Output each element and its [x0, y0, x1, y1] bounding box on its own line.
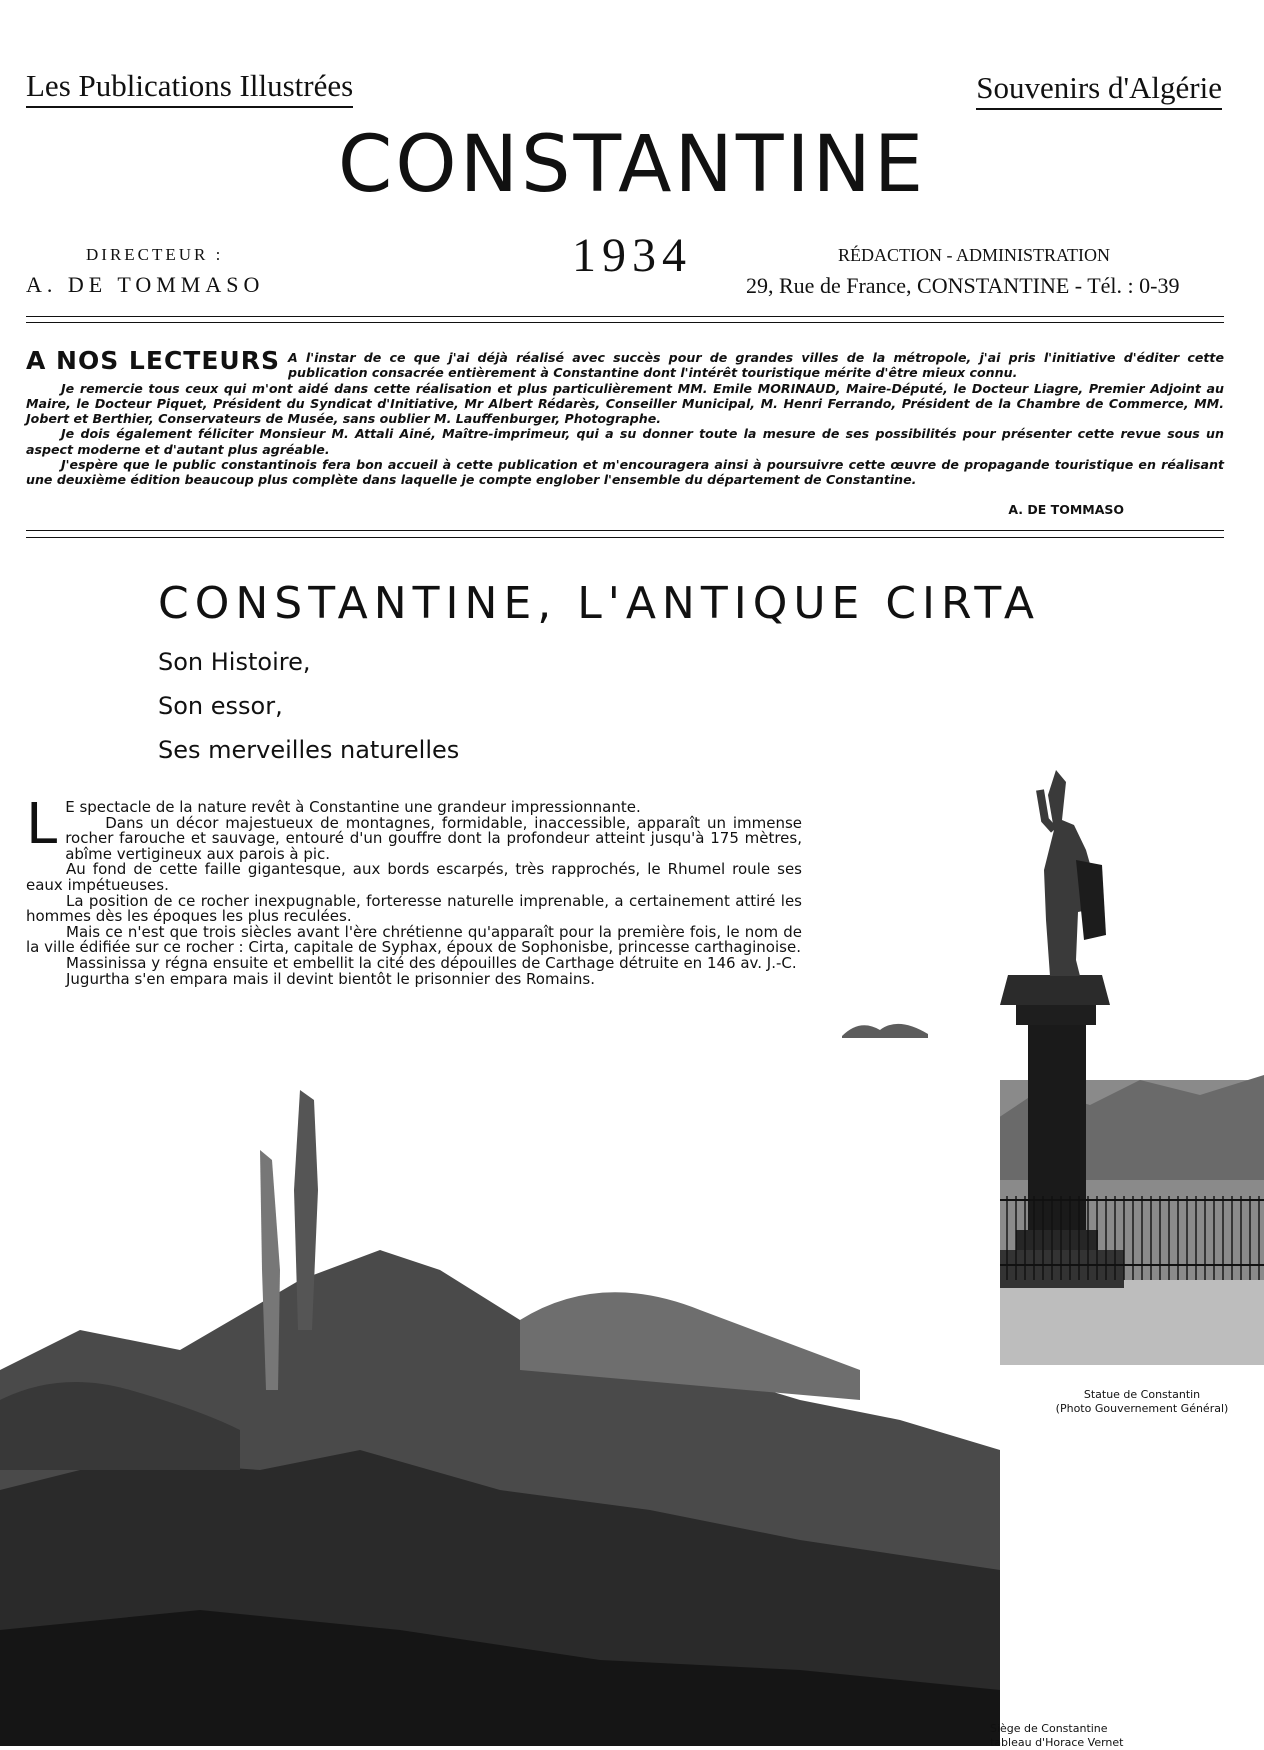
lecteurs-paragraph: J'espère que le public constantinois fera bon accueil à cette publication et m'encouragera ainsi à poursuivre cette œuvre de propagande touristique en réalisant une deuxième édition beaucoup plus complète dans laquelle je compte englober l'ensemble du département de Constantine. [26, 457, 1224, 488]
redaction-label: RÉDACTION - ADMINISTRATION [838, 245, 1110, 265]
masthead-title: CONSTANTINE [337, 120, 927, 210]
publisher-name: Les Publications Illustrées [26, 68, 353, 108]
statue-caption-title: Statue de Constantin [1083, 1388, 1201, 1401]
lecteurs-paragraph: Je dois également féliciter Monsieur M. Attali Ainé, Maître-imprimeur, qui a su donner toute la mesure de ses possibilités pour présenter cette revue sous un aspect moderne et d'autant plus agréable. [26, 426, 1224, 457]
lecteurs-paragraph: A l'instar de ce que j'ai déjà réalisé avec succès pour de grandes villes de la métropole, j'ai pris l'initiative d'éditer cette publication consacrée entièrement à Constantine dont l'intérêt touristique mérite d'être mieux connu. [288, 350, 1224, 381]
header-divider-top [26, 316, 1224, 317]
article-subtitle: Ses merveilles naturelles [158, 736, 460, 764]
article-paragraph: Massinissa y régna ensuite et embellit la cité des dépouilles de Carthage détruite en 146 av. J.-C. [66, 953, 797, 972]
article-paragraph: Au fond de cette faille gigantesque, aux bords escarpés, très rapprochés, le Rhumel roule ses eaux impétueuses. [26, 860, 802, 894]
drop-cap: L [26, 792, 58, 857]
lecteurs-heading-space [26, 350, 288, 378]
article-subtitle: Son essor, [158, 692, 283, 720]
redaction-address: 29, Rue de France, CONSTANTINE - Tél. : 0-39 [746, 273, 1180, 298]
section-divider-top [26, 530, 1224, 531]
statue-caption-credit: (Photo Gouvernement Général) [1055, 1402, 1229, 1415]
issue-year: 1934 [572, 229, 692, 282]
article-paragraph: La position de ce rocher inexpugnable, forteresse naturelle imprenable, a certainement attiré les hommes dès les époques les plus reculées. [26, 891, 802, 926]
siege-painting [0, 1070, 1000, 1746]
siege-caption-credit: tableau d'Horace Vernet [990, 1736, 1124, 1749]
series-name: Souvenirs d'Algérie [976, 70, 1222, 110]
article-title: CONSTANTINE, L'ANTIQUE CIRTA [158, 578, 1040, 629]
article-subtitle: Son Histoire, [158, 648, 311, 676]
statue-caption [1020, 1388, 1264, 1416]
article-body [26, 792, 802, 988]
siege-caption-title: Siège de Constantine [990, 1722, 1108, 1735]
section-divider-bottom [26, 537, 1224, 538]
article-paragraph: Dans un décor majestueux de montagnes, formidable, inaccessible, apparaît un immense rocher farouche et sauvage, entouré d'un gouffre dont la profondeur atteint jusqu'à 175 mètres, abîme vertigineux aux parois à pic. [65, 813, 802, 863]
header-divider-bottom [26, 322, 1224, 323]
article-paragraph: Jugurtha s'en empara mais il devint bientôt le prisonnier des Romains. [66, 969, 596, 988]
lecteurs-paragraph: Je remercie tous ceux qui m'ont aidé dans cette réalisation et plus particulièrement MM. Emile MORINAUD, Maire-Député, le Docteur Liagre, Premier Adjoint au Maire, le Docteur Piquet, Président du Syndicat d'Initiative, Mr Albert Rédarès, Conseiller Municipal, M. Henri Ferrando, Président de la Chambre de Commerce, MM. Jobert et Berthier, Conservateurs de Musée, sans oublier M. Lauffenburger, Photographe. [26, 380, 1224, 427]
lecteurs-heading: A NOS LECTEURS [26, 346, 280, 375]
hedge-photo-fragment [840, 1012, 930, 1038]
article-paragraph: Mais ce n'est que trois siècles avant l'ère chrétienne qu'apparaît pour la première fois, le nom de la ville édifiée sur ce rocher : Cirta, capitale de Syphax, époux de Sophonisbe, princesse carthaginoise. [26, 922, 802, 957]
lecteurs-body [26, 350, 1224, 488]
lecteurs-signature: A. DE TOMMASO [1008, 502, 1124, 517]
director-label: DIRECTEUR : [86, 245, 224, 264]
article-lead: E spectacle de la nature revêt à Constantine une grandeur impressionnante. [65, 798, 641, 816]
director-name: A. DE TOMMASO [26, 272, 265, 297]
